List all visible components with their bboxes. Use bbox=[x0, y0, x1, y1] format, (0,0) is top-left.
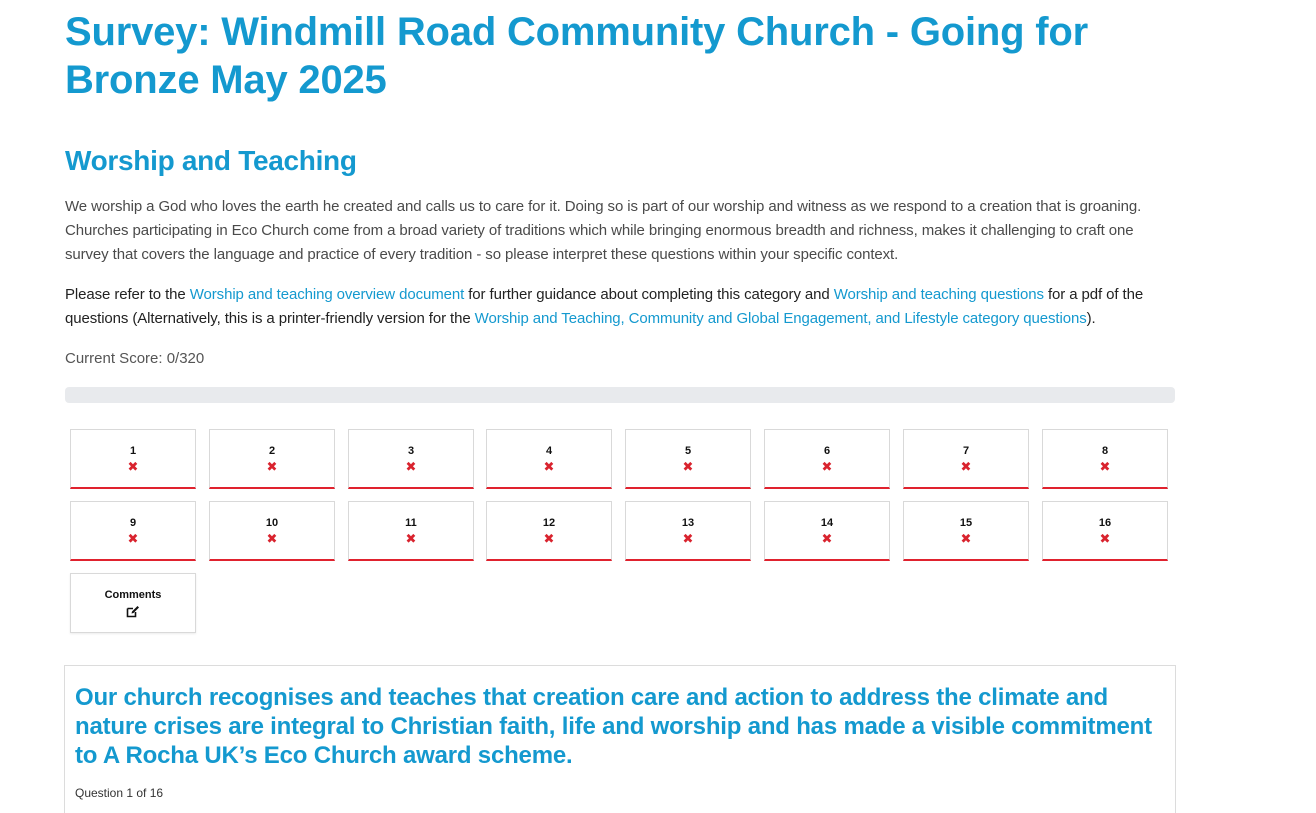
x-icon: ✖ bbox=[682, 459, 694, 474]
page-title: Survey: Windmill Road Community Church - Going for Bronze May 2025 bbox=[65, 10, 1088, 102]
questions-pdf-link[interactable]: Worship and teaching questions bbox=[833, 286, 1044, 303]
question-tile[interactable] bbox=[1042, 501, 1168, 561]
reference-paragraph bbox=[65, 283, 1176, 331]
question-number: 8 bbox=[1101, 445, 1109, 457]
x-icon: ✖ bbox=[405, 459, 417, 474]
question-tile[interactable] bbox=[209, 501, 335, 561]
question-number: 3 bbox=[407, 445, 415, 457]
question-tile[interactable] bbox=[764, 429, 890, 489]
question-tile[interactable] bbox=[625, 501, 751, 561]
question-tile[interactable] bbox=[903, 501, 1029, 561]
x-icon: ✖ bbox=[821, 531, 833, 546]
section-intro: We worship a God who loves the earth he created and calls us to care for it. Doing so is part of our worship and witness as we respond to a creation that is groaning. Churches participating in Eco Church come from a broad variety of traditions which while bringing enormous breadth and richness, makes it challenging to craft one survey that covers the language and practice of every tradition - so please interpret these questions within your specific context. bbox=[65, 198, 1142, 263]
refer-text-3: for a pdf of the questions (Alternatively, this is a printer-friendly version for the bbox=[65, 286, 1144, 327]
question-number: 2 bbox=[268, 445, 276, 457]
question-number: 4 bbox=[545, 445, 553, 457]
question-tile[interactable] bbox=[348, 429, 474, 489]
question-tile[interactable] bbox=[348, 501, 474, 561]
section-title: Worship and Teaching bbox=[65, 145, 357, 176]
x-icon: ✖ bbox=[127, 459, 139, 474]
refer-text-2: for further guidance about completing this category and bbox=[464, 286, 834, 303]
x-icon: ✖ bbox=[821, 459, 833, 474]
edit-icon bbox=[126, 605, 140, 623]
question-number: 1 bbox=[129, 445, 137, 457]
question-counter: Question 1 of 16 bbox=[75, 786, 164, 800]
x-icon: ✖ bbox=[1099, 531, 1111, 546]
comments-tile[interactable] bbox=[70, 573, 196, 633]
x-icon: ✖ bbox=[543, 459, 555, 474]
question-number: 15 bbox=[959, 517, 973, 529]
question-number: 13 bbox=[681, 517, 695, 529]
score-progress-bar bbox=[65, 387, 1175, 403]
x-icon: ✖ bbox=[543, 531, 555, 546]
question-number: 11 bbox=[405, 517, 417, 529]
question-tile[interactable] bbox=[764, 501, 890, 561]
question-number: 6 bbox=[823, 445, 831, 457]
question-number: 16 bbox=[1098, 517, 1112, 529]
question-tile[interactable] bbox=[903, 429, 1029, 489]
overview-document-link[interactable]: Worship and teaching overview document bbox=[189, 286, 465, 303]
question-tile[interactable] bbox=[209, 429, 335, 489]
question-text: Our church recognises and teaches that creation care and action to address the climate and nature crises are integral to Christian faith, life and worship and has made a visible commitment to A Rocha UK’s Eco Church award scheme. bbox=[75, 684, 1152, 769]
question-tile[interactable] bbox=[1042, 429, 1168, 489]
question-tile[interactable] bbox=[486, 501, 612, 561]
main-content bbox=[65, 0, 1176, 403]
x-icon: ✖ bbox=[127, 531, 139, 546]
x-icon: ✖ bbox=[1099, 459, 1111, 474]
x-icon: ✖ bbox=[682, 531, 694, 546]
x-icon: ✖ bbox=[266, 459, 278, 474]
question-tile[interactable] bbox=[625, 429, 751, 489]
question-tile[interactable] bbox=[70, 429, 196, 489]
refer-text-1: Please refer to the bbox=[65, 286, 190, 303]
question-number: 12 bbox=[542, 517, 556, 529]
question-tile[interactable] bbox=[486, 429, 612, 489]
x-icon: ✖ bbox=[960, 459, 972, 474]
current-score: Current Score: 0/320 bbox=[65, 350, 205, 367]
question-tile[interactable] bbox=[70, 501, 196, 561]
question-number: 10 bbox=[265, 517, 279, 529]
question-card bbox=[64, 665, 1176, 813]
x-icon: ✖ bbox=[960, 531, 972, 546]
question-number: 5 bbox=[684, 445, 692, 457]
refer-text-4: ). bbox=[1086, 310, 1096, 327]
printer-friendly-link[interactable]: Worship and Teaching, Community and Global Engagement, and Lifestyle category questions bbox=[474, 310, 1087, 327]
question-number: 7 bbox=[962, 445, 970, 457]
question-number: 9 bbox=[129, 517, 137, 529]
x-icon: ✖ bbox=[266, 531, 278, 546]
x-icon: ✖ bbox=[405, 531, 417, 546]
comments-label: Comments bbox=[104, 589, 162, 601]
question-number: 14 bbox=[820, 517, 834, 529]
